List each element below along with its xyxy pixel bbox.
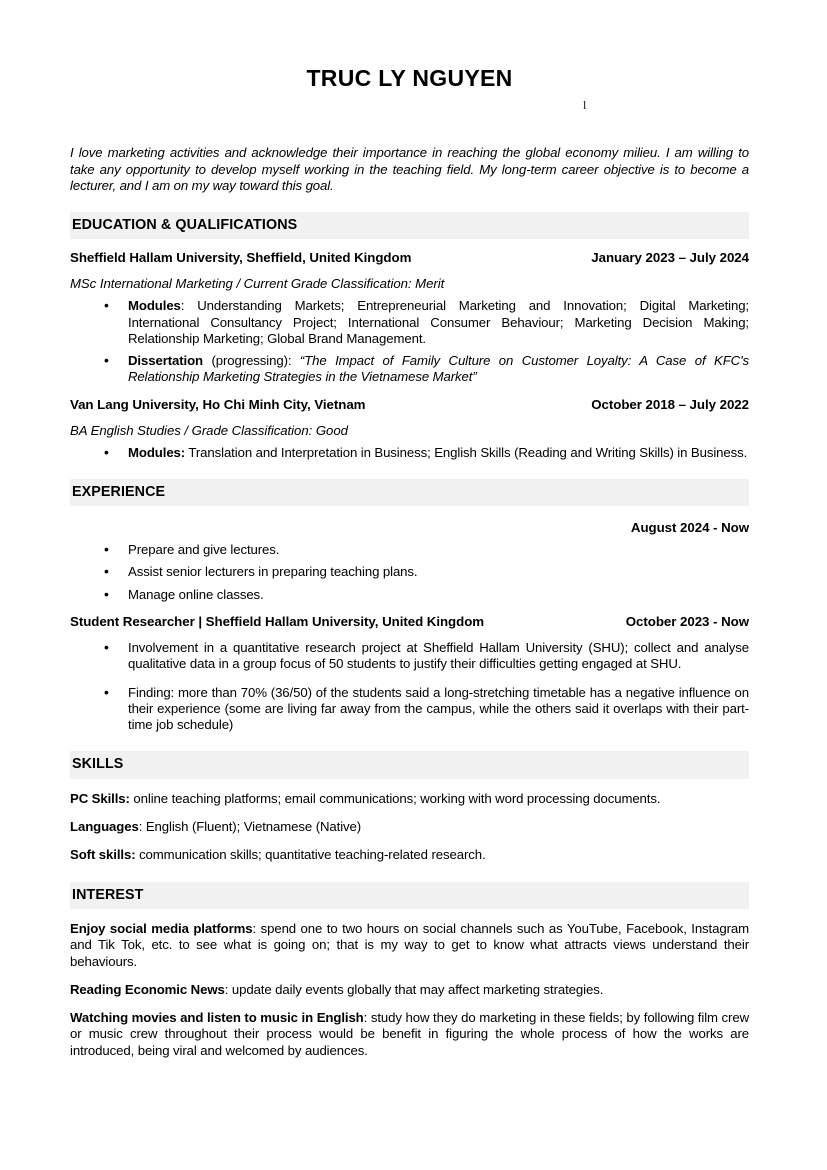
experience-entry xyxy=(70,520,749,603)
section-heading-education: EDUCATION & QUALIFICATIONS xyxy=(70,212,749,239)
bullet-italic-text: “The Impact of Family Culture on Customer Loyalty: A Case of KFC's Relationship Marketing Strategies in the Vietnamese Market” xyxy=(128,353,749,385)
entry-header xyxy=(70,397,749,413)
skills-line xyxy=(70,847,749,863)
education-entry xyxy=(70,397,749,461)
interest-line xyxy=(70,921,749,970)
entry-subtitle: BA English Studies / Grade Classification: Good xyxy=(70,422,348,438)
list-item: • Assist senior lecturers in preparing teaching plans. xyxy=(70,564,749,580)
skills-label: Soft skills: xyxy=(70,847,136,863)
list-item: • Manage online classes. xyxy=(70,587,749,603)
skills-text: : English (Fluent); Vietnamese (Native) xyxy=(138,819,362,835)
interest-text: : spend one to two hours on social channels such as YouTube, Facebook, Instagram and Tik Tok, etc. to see what is going on; that is my way to get to know what attracts views understand their behaviours. xyxy=(70,920,749,969)
bullet-label: Modules: xyxy=(128,444,186,460)
list-item: • Involvement in a quantitative research project at Sheffield Hallam University (SHU); collect and analyse qualitative data in a group focus of 50 students to justify their difficulties getting engaged at SHU. xyxy=(70,640,749,673)
entry-organisation: Van Lang University, Ho Chi Minh City, Vietnam xyxy=(70,396,366,412)
skills-text: communication skills; quantitative teaching-related research. xyxy=(135,847,486,863)
entry-subtitle: MSc International Marketing / Current Grade Classification: Merit xyxy=(70,276,445,292)
entry-header xyxy=(70,520,749,536)
entry-bullet-list xyxy=(70,445,749,461)
entry-header xyxy=(70,250,749,266)
list-item xyxy=(70,353,749,386)
bullet-label: Modules xyxy=(128,298,181,314)
section-heading-interest: INTEREST xyxy=(70,882,749,909)
list-item xyxy=(70,298,749,347)
interest-label: Watching movies and listen to music in English xyxy=(70,1010,364,1026)
title-marker-row xyxy=(70,91,749,121)
interest-line xyxy=(70,1010,749,1059)
entry-organisation: Sheffield Hallam University, Sheffield, United Kingdom xyxy=(70,250,412,266)
bullet-text: : Understanding Markets; Entrepreneurial Marketing and Innovation; Digital Marketing; International Consultancy Project; International Consumer Behaviour; Marketing Decision Making; Relationship Marketing; Global Brand Management. xyxy=(128,298,749,346)
section-heading-experience: EXPERIENCE xyxy=(70,479,749,506)
skills-text: online teaching platforms; email communications; working with word processing documents. xyxy=(129,790,661,806)
interest-label: Enjoy social media platforms xyxy=(70,920,253,936)
skills-label: PC Skills: xyxy=(70,790,130,806)
entry-bullet-list xyxy=(70,298,749,385)
bullet-text: (progressing): xyxy=(203,353,300,369)
experience-entry xyxy=(70,614,749,733)
entry-date: October 2018 – July 2022 xyxy=(591,396,749,412)
entry-header xyxy=(70,614,749,630)
list-item: • Prepare and give lectures. xyxy=(70,542,749,558)
page-title: TRUC LY NGUYEN xyxy=(306,65,513,91)
interest-text: : study how they do marketing in these fields; by following film crew or music crew throughout their process would be benefit in figuring the whole process of how the works are introduced, being viral and welcomed by audiences. xyxy=(70,1010,749,1058)
interest-line xyxy=(70,982,749,998)
text-cursor-marker: l xyxy=(583,98,587,113)
skills-line xyxy=(70,819,749,835)
bullet-label: Dissertation xyxy=(128,353,204,369)
entry-bullet-list xyxy=(70,542,749,603)
interest-label: Reading Economic News xyxy=(70,981,225,997)
bullet-text: Translation and Interpretation in Business; English Skills (Reading and Writing Skills) in Business. xyxy=(185,444,748,460)
interest-text: : update daily events globally that may affect marketing strategies. xyxy=(224,981,604,997)
skills-line xyxy=(70,791,749,807)
profile-summary: I love marketing activities and acknowledge their importance in reaching the global economy milieu. I am willing to take any opportunity to develop myself working in the teaching field. My long-term career objective is to become a lecturer, and I am on my way toward this goal. xyxy=(70,145,749,193)
resume-content xyxy=(70,0,749,1059)
education-entry xyxy=(70,250,749,385)
entry-date: January 2023 – July 2024 xyxy=(591,250,749,266)
skills-label: Languages xyxy=(70,819,139,835)
entry-date: October 2023 - Now xyxy=(625,614,749,629)
entry-bullet-list xyxy=(70,640,749,733)
section-heading-skills: SKILLS xyxy=(70,751,749,778)
list-item xyxy=(70,445,749,461)
entry-date: August 2024 - Now xyxy=(630,520,749,536)
entry-organisation: Student Researcher | Sheffield Hallam University, United Kingdom xyxy=(70,614,485,629)
list-item: • Finding: more than 70% (36/50) of the students said a long-stretching timetable has a negative influence on their experience (some are living far away from the campus, while the others said it overlaps with their part-time job schedule) xyxy=(70,685,749,734)
